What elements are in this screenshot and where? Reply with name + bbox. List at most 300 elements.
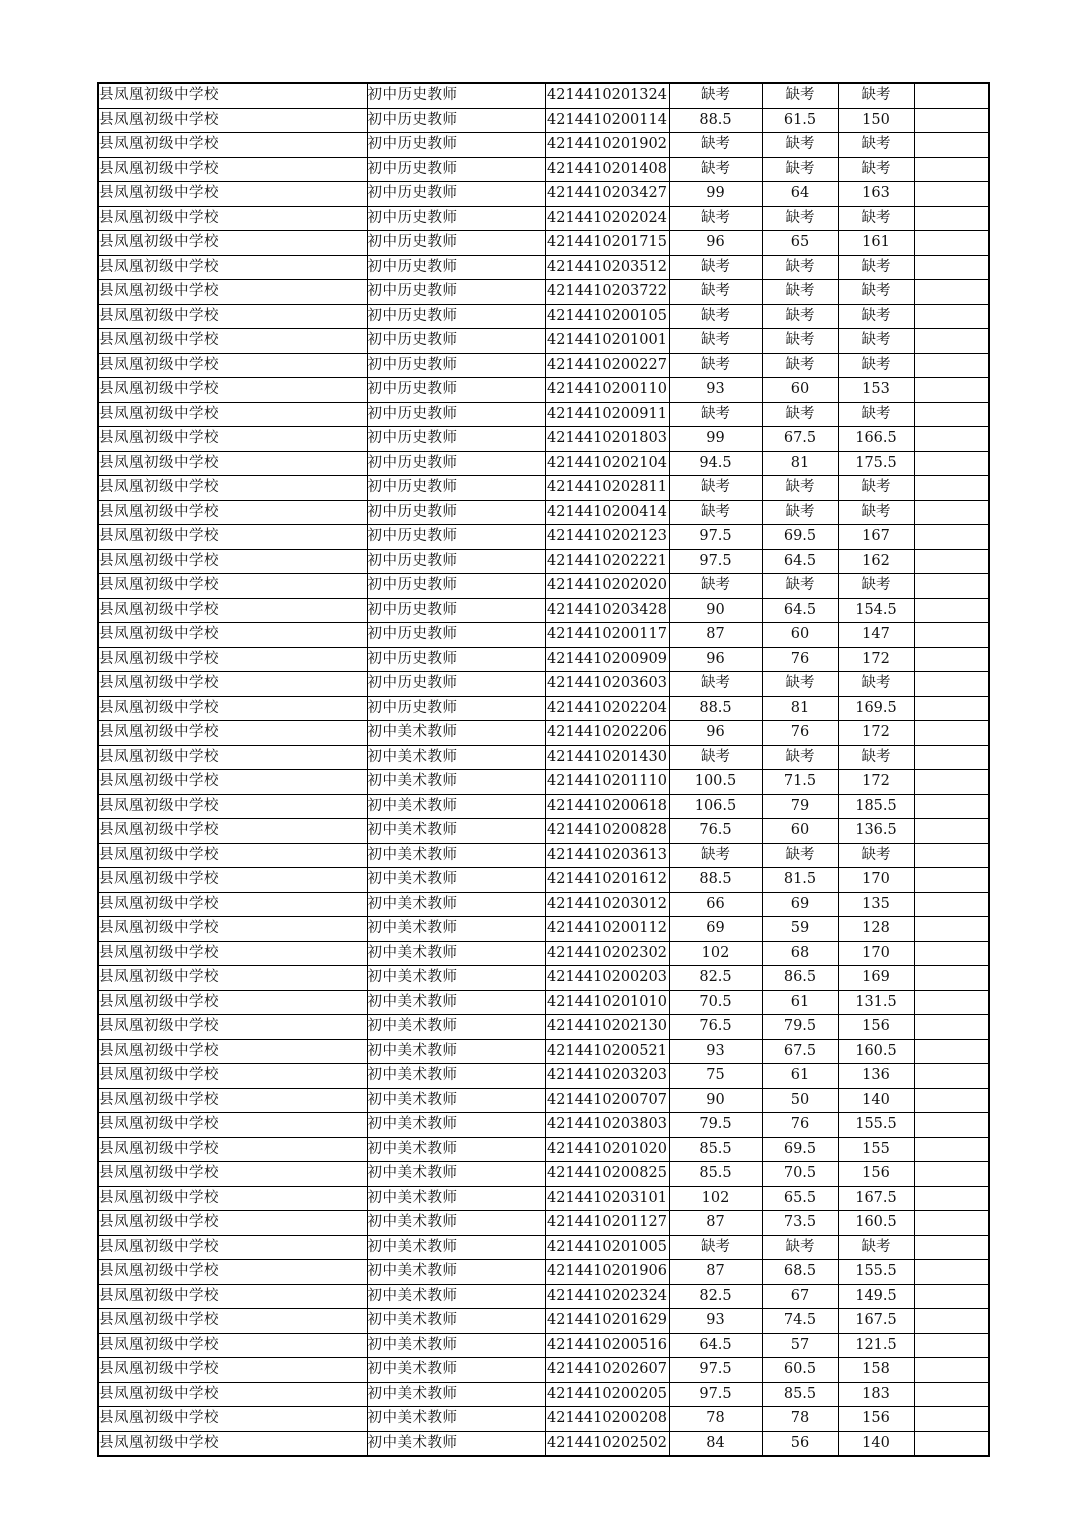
written-score-cell: 90: [669, 598, 762, 623]
exam-id-cell: 4214410202302: [545, 941, 669, 966]
interview-score-cell: 缺考: [762, 500, 838, 525]
table-row: [98, 1358, 989, 1383]
school-cell: 县凤凰初级中学校: [98, 770, 367, 795]
table-row: [98, 451, 989, 476]
position-cell: 初中美术教师: [367, 770, 545, 795]
school-cell: 县凤凰初级中学校: [98, 1235, 367, 1260]
table-row: [98, 402, 989, 427]
written-score-cell: 82.5: [669, 966, 762, 991]
position-cell: 初中历史教师: [367, 598, 545, 623]
school-cell: 县凤凰初级中学校: [98, 1358, 367, 1383]
total-score-cell: 147: [838, 623, 914, 648]
written-score-cell: 缺考: [669, 574, 762, 599]
written-score-cell: 76.5: [669, 819, 762, 844]
table-row: [98, 1284, 989, 1309]
school-cell: 县凤凰初级中学校: [98, 1407, 367, 1432]
position-cell: 初中美术教师: [367, 941, 545, 966]
position-cell: 初中美术教师: [367, 843, 545, 868]
remark-cell: [914, 1284, 989, 1309]
position-cell: 初中历史教师: [367, 574, 545, 599]
written-score-cell: 缺考: [669, 133, 762, 158]
position-cell: 初中历史教师: [367, 108, 545, 133]
school-cell: 县凤凰初级中学校: [98, 843, 367, 868]
written-score-cell: 90: [669, 1088, 762, 1113]
position-cell: 初中美术教师: [367, 1260, 545, 1285]
written-score-cell: 缺考: [669, 206, 762, 231]
interview-score-cell: 61.5: [762, 108, 838, 133]
remark-cell: [914, 1358, 989, 1383]
interview-score-cell: 71.5: [762, 770, 838, 795]
remark-cell: [914, 917, 989, 942]
remark-cell: [914, 770, 989, 795]
position-cell: 初中美术教师: [367, 1309, 545, 1334]
interview-score-cell: 59: [762, 917, 838, 942]
written-score-cell: 100.5: [669, 770, 762, 795]
total-score-cell: 185.5: [838, 794, 914, 819]
remark-cell: [914, 1162, 989, 1187]
interview-score-cell: 86.5: [762, 966, 838, 991]
total-score-cell: 缺考: [838, 255, 914, 280]
position-cell: 初中美术教师: [367, 1358, 545, 1383]
table-row: [98, 476, 989, 501]
written-score-cell: 97.5: [669, 1358, 762, 1383]
total-score-cell: 167.5: [838, 1186, 914, 1211]
table-row: [98, 623, 989, 648]
position-cell: 初中历史教师: [367, 329, 545, 354]
school-cell: 县凤凰初级中学校: [98, 1431, 367, 1456]
written-score-cell: 88.5: [669, 696, 762, 721]
interview-score-cell: 69.5: [762, 1137, 838, 1162]
remark-cell: [914, 83, 989, 108]
written-score-cell: 76.5: [669, 1015, 762, 1040]
interview-score-cell: 67.5: [762, 427, 838, 452]
total-score-cell: 183: [838, 1382, 914, 1407]
table-row: [98, 304, 989, 329]
school-cell: 县凤凰初级中学校: [98, 133, 367, 158]
table-row: [98, 1064, 989, 1089]
table-row: [98, 329, 989, 354]
exam-id-cell: 4214410200911: [545, 402, 669, 427]
position-cell: 初中历史教师: [367, 500, 545, 525]
exam-id-cell: 4214410200909: [545, 647, 669, 672]
written-score-cell: 缺考: [669, 280, 762, 305]
written-score-cell: 缺考: [669, 255, 762, 280]
total-score-cell: 121.5: [838, 1333, 914, 1358]
written-score-cell: 缺考: [669, 476, 762, 501]
school-cell: 县凤凰初级中学校: [98, 941, 367, 966]
table-row: [98, 378, 989, 403]
exam-id-cell: 4214410201715: [545, 231, 669, 256]
school-cell: 县凤凰初级中学校: [98, 525, 367, 550]
remark-cell: [914, 525, 989, 550]
exam-id-cell: 4214410200618: [545, 794, 669, 819]
position-cell: 初中美术教师: [367, 819, 545, 844]
interview-score-cell: 缺考: [762, 476, 838, 501]
remark-cell: [914, 966, 989, 991]
school-cell: 县凤凰初级中学校: [98, 255, 367, 280]
exam-id-cell: 4214410201612: [545, 868, 669, 893]
exam-id-cell: 4214410203512: [545, 255, 669, 280]
written-score-cell: 缺考: [669, 304, 762, 329]
position-cell: 初中美术教师: [367, 868, 545, 893]
total-score-cell: 170: [838, 941, 914, 966]
table-row: [98, 1137, 989, 1162]
table-row: [98, 231, 989, 256]
position-cell: 初中历史教师: [367, 549, 545, 574]
school-cell: 县凤凰初级中学校: [98, 353, 367, 378]
position-cell: 初中美术教师: [367, 1039, 545, 1064]
written-score-cell: 缺考: [669, 329, 762, 354]
school-cell: 县凤凰初级中学校: [98, 745, 367, 770]
school-cell: 县凤凰初级中学校: [98, 206, 367, 231]
exam-id-cell: 4214410202024: [545, 206, 669, 231]
remark-cell: [914, 1431, 989, 1456]
total-score-cell: 缺考: [838, 843, 914, 868]
position-cell: 初中美术教师: [367, 990, 545, 1015]
total-score-cell: 153: [838, 378, 914, 403]
position-cell: 初中美术教师: [367, 1211, 545, 1236]
interview-score-cell: 缺考: [762, 157, 838, 182]
remark-cell: [914, 1186, 989, 1211]
written-score-cell: 66: [669, 892, 762, 917]
written-score-cell: 99: [669, 427, 762, 452]
table-row: [98, 1431, 989, 1456]
school-cell: 县凤凰初级中学校: [98, 1186, 367, 1211]
exam-id-cell: 4214410201010: [545, 990, 669, 1015]
written-score-cell: 88.5: [669, 108, 762, 133]
interview-score-cell: 缺考: [762, 745, 838, 770]
table-row: [98, 525, 989, 550]
remark-cell: [914, 672, 989, 697]
position-cell: 初中美术教师: [367, 892, 545, 917]
interview-score-cell: 缺考: [762, 83, 838, 108]
school-cell: 县凤凰初级中学校: [98, 1260, 367, 1285]
remark-cell: [914, 549, 989, 574]
remark-cell: [914, 941, 989, 966]
remark-cell: [914, 108, 989, 133]
interview-score-cell: 76: [762, 647, 838, 672]
remark-cell: [914, 647, 989, 672]
interview-score-cell: 81: [762, 451, 838, 476]
exam-id-cell: 4214410202020: [545, 574, 669, 599]
exam-id-cell: 4214410200825: [545, 1162, 669, 1187]
school-cell: 县凤凰初级中学校: [98, 1113, 367, 1138]
exam-id-cell: 4214410200208: [545, 1407, 669, 1432]
table-row: [98, 721, 989, 746]
exam-id-cell: 4214410203203: [545, 1064, 669, 1089]
position-cell: 初中历史教师: [367, 476, 545, 501]
total-score-cell: 136: [838, 1064, 914, 1089]
exam-id-cell: 4214410203722: [545, 280, 669, 305]
position-cell: 初中美术教师: [367, 1431, 545, 1456]
remark-cell: [914, 402, 989, 427]
total-score-cell: 131.5: [838, 990, 914, 1015]
total-score-cell: 175.5: [838, 451, 914, 476]
table-row: [98, 917, 989, 942]
written-score-cell: 97.5: [669, 1382, 762, 1407]
position-cell: 初中历史教师: [367, 133, 545, 158]
remark-cell: [914, 843, 989, 868]
total-score-cell: 155.5: [838, 1113, 914, 1138]
exam-id-cell: 4214410202123: [545, 525, 669, 550]
school-cell: 县凤凰初级中学校: [98, 182, 367, 207]
interview-score-cell: 缺考: [762, 672, 838, 697]
total-score-cell: 缺考: [838, 206, 914, 231]
written-score-cell: 93: [669, 1039, 762, 1064]
interview-score-cell: 85.5: [762, 1382, 838, 1407]
interview-score-cell: 缺考: [762, 843, 838, 868]
school-cell: 县凤凰初级中学校: [98, 966, 367, 991]
total-score-cell: 166.5: [838, 427, 914, 452]
exam-id-cell: 4214410200707: [545, 1088, 669, 1113]
written-score-cell: 79.5: [669, 1113, 762, 1138]
total-score-cell: 172: [838, 770, 914, 795]
school-cell: 县凤凰初级中学校: [98, 868, 367, 893]
school-cell: 县凤凰初级中学校: [98, 1211, 367, 1236]
interview-score-cell: 76: [762, 1113, 838, 1138]
exam-id-cell: 4214410201430: [545, 745, 669, 770]
remark-cell: [914, 378, 989, 403]
position-cell: 初中美术教师: [367, 1064, 545, 1089]
written-score-cell: 84: [669, 1431, 762, 1456]
written-score-cell: 96: [669, 647, 762, 672]
exam-id-cell: 4214410202502: [545, 1431, 669, 1456]
written-score-cell: 97.5: [669, 549, 762, 574]
remark-cell: [914, 794, 989, 819]
interview-score-cell: 56: [762, 1431, 838, 1456]
exam-id-cell: 4214410201001: [545, 329, 669, 354]
school-cell: 县凤凰初级中学校: [98, 574, 367, 599]
remark-cell: [914, 255, 989, 280]
total-score-cell: 170: [838, 868, 914, 893]
remark-cell: [914, 868, 989, 893]
written-score-cell: 缺考: [669, 353, 762, 378]
written-score-cell: 93: [669, 1309, 762, 1334]
total-score-cell: 136.5: [838, 819, 914, 844]
position-cell: 初中历史教师: [367, 647, 545, 672]
remark-cell: [914, 451, 989, 476]
exam-id-cell: 4214410203012: [545, 892, 669, 917]
total-score-cell: 缺考: [838, 402, 914, 427]
school-cell: 县凤凰初级中学校: [98, 696, 367, 721]
school-cell: 县凤凰初级中学校: [98, 476, 367, 501]
school-cell: 县凤凰初级中学校: [98, 1333, 367, 1358]
total-score-cell: 156: [838, 1407, 914, 1432]
total-score-cell: 169.5: [838, 696, 914, 721]
exam-id-cell: 4214410202130: [545, 1015, 669, 1040]
table-row: [98, 1186, 989, 1211]
position-cell: 初中历史教师: [367, 231, 545, 256]
written-score-cell: 88.5: [669, 868, 762, 893]
exam-id-cell: 4214410201902: [545, 133, 669, 158]
written-score-cell: 87: [669, 1260, 762, 1285]
position-cell: 初中历史教师: [367, 623, 545, 648]
written-score-cell: 97.5: [669, 525, 762, 550]
exam-id-cell: 4214410201629: [545, 1309, 669, 1334]
school-cell: 县凤凰初级中学校: [98, 1039, 367, 1064]
position-cell: 初中美术教师: [367, 1162, 545, 1187]
school-cell: 县凤凰初级中学校: [98, 280, 367, 305]
table-row: [98, 1260, 989, 1285]
written-score-cell: 缺考: [669, 157, 762, 182]
position-cell: 初中历史教师: [367, 525, 545, 550]
interview-score-cell: 69.5: [762, 525, 838, 550]
table-row: [98, 353, 989, 378]
position-cell: 初中美术教师: [367, 1137, 545, 1162]
remark-cell: [914, 1407, 989, 1432]
table-row: [98, 941, 989, 966]
written-score-cell: 87: [669, 623, 762, 648]
interview-score-cell: 缺考: [762, 329, 838, 354]
position-cell: 初中美术教师: [367, 1235, 545, 1260]
position-cell: 初中历史教师: [367, 255, 545, 280]
remark-cell: [914, 574, 989, 599]
table-row: [98, 1162, 989, 1187]
total-score-cell: 160.5: [838, 1211, 914, 1236]
interview-score-cell: 68: [762, 941, 838, 966]
exam-id-cell: 4214410200521: [545, 1039, 669, 1064]
written-score-cell: 106.5: [669, 794, 762, 819]
written-score-cell: 69: [669, 917, 762, 942]
total-score-cell: 161: [838, 231, 914, 256]
written-score-cell: 缺考: [669, 745, 762, 770]
total-score-cell: 缺考: [838, 280, 914, 305]
remark-cell: [914, 892, 989, 917]
table-row: [98, 966, 989, 991]
written-score-cell: 78: [669, 1407, 762, 1432]
interview-score-cell: 缺考: [762, 255, 838, 280]
school-cell: 县凤凰初级中学校: [98, 647, 367, 672]
exam-id-cell: 4214410200414: [545, 500, 669, 525]
written-score-cell: 缺考: [669, 843, 762, 868]
remark-cell: [914, 304, 989, 329]
remark-cell: [914, 133, 989, 158]
written-score-cell: 85.5: [669, 1137, 762, 1162]
interview-score-cell: 缺考: [762, 280, 838, 305]
school-cell: 县凤凰初级中学校: [98, 819, 367, 844]
remark-cell: [914, 231, 989, 256]
school-cell: 县凤凰初级中学校: [98, 672, 367, 697]
table-row: [98, 990, 989, 1015]
exam-id-cell: 4214410202607: [545, 1358, 669, 1383]
written-score-cell: 102: [669, 941, 762, 966]
written-score-cell: 82.5: [669, 1284, 762, 1309]
remark-cell: [914, 1260, 989, 1285]
total-score-cell: 172: [838, 721, 914, 746]
exam-id-cell: 4214410203613: [545, 843, 669, 868]
interview-score-cell: 缺考: [762, 206, 838, 231]
interview-score-cell: 60: [762, 623, 838, 648]
interview-score-cell: 缺考: [762, 574, 838, 599]
total-score-cell: 167.5: [838, 1309, 914, 1334]
remark-cell: [914, 157, 989, 182]
remark-cell: [914, 1309, 989, 1334]
school-cell: 县凤凰初级中学校: [98, 157, 367, 182]
remark-cell: [914, 182, 989, 207]
school-cell: 县凤凰初级中学校: [98, 451, 367, 476]
total-score-cell: 172: [838, 647, 914, 672]
position-cell: 初中历史教师: [367, 451, 545, 476]
table-row: [98, 83, 989, 108]
school-cell: 县凤凰初级中学校: [98, 917, 367, 942]
total-score-cell: 160.5: [838, 1039, 914, 1064]
total-score-cell: 缺考: [838, 672, 914, 697]
interview-score-cell: 60: [762, 378, 838, 403]
interview-score-cell: 65: [762, 231, 838, 256]
exam-id-cell: 4214410200114: [545, 108, 669, 133]
school-cell: 县凤凰初级中学校: [98, 598, 367, 623]
total-score-cell: 缺考: [838, 304, 914, 329]
exam-id-cell: 4214410201110: [545, 770, 669, 795]
written-score-cell: 96: [669, 721, 762, 746]
interview-score-cell: 67.5: [762, 1039, 838, 1064]
table-row: [98, 819, 989, 844]
school-cell: 县凤凰初级中学校: [98, 1309, 367, 1334]
total-score-cell: 缺考: [838, 500, 914, 525]
interview-score-cell: 67: [762, 1284, 838, 1309]
remark-cell: [914, 1064, 989, 1089]
position-cell: 初中美术教师: [367, 1284, 545, 1309]
interview-score-cell: 缺考: [762, 402, 838, 427]
remark-cell: [914, 721, 989, 746]
exam-id-cell: 4214410200110: [545, 378, 669, 403]
table-row: [98, 843, 989, 868]
school-cell: 县凤凰初级中学校: [98, 1015, 367, 1040]
exam-id-cell: 4214410201005: [545, 1235, 669, 1260]
interview-score-cell: 57: [762, 1333, 838, 1358]
total-score-cell: 156: [838, 1015, 914, 1040]
position-cell: 初中美术教师: [367, 794, 545, 819]
school-cell: 县凤凰初级中学校: [98, 427, 367, 452]
total-score-cell: 150: [838, 108, 914, 133]
total-score-cell: 缺考: [838, 133, 914, 158]
remark-cell: [914, 1211, 989, 1236]
position-cell: 初中历史教师: [367, 672, 545, 697]
written-score-cell: 缺考: [669, 1235, 762, 1260]
total-score-cell: 149.5: [838, 1284, 914, 1309]
interview-score-cell: 缺考: [762, 1235, 838, 1260]
position-cell: 初中美术教师: [367, 1088, 545, 1113]
total-score-cell: 缺考: [838, 476, 914, 501]
position-cell: 初中美术教师: [367, 917, 545, 942]
position-cell: 初中历史教师: [367, 696, 545, 721]
table-row: [98, 696, 989, 721]
school-cell: 县凤凰初级中学校: [98, 83, 367, 108]
position-cell: 初中美术教师: [367, 745, 545, 770]
written-score-cell: 87: [669, 1211, 762, 1236]
exam-id-cell: 4214410200205: [545, 1382, 669, 1407]
school-cell: 县凤凰初级中学校: [98, 1284, 367, 1309]
position-cell: 初中美术教师: [367, 1015, 545, 1040]
remark-cell: [914, 1113, 989, 1138]
table-row: [98, 1088, 989, 1113]
table-row: [98, 892, 989, 917]
school-cell: 县凤凰初级中学校: [98, 304, 367, 329]
interview-score-cell: 缺考: [762, 304, 838, 329]
interview-score-cell: 74.5: [762, 1309, 838, 1334]
total-score-cell: 缺考: [838, 83, 914, 108]
interview-score-cell: 79.5: [762, 1015, 838, 1040]
interview-score-cell: 缺考: [762, 133, 838, 158]
interview-score-cell: 64: [762, 182, 838, 207]
written-score-cell: 70.5: [669, 990, 762, 1015]
total-score-cell: 156: [838, 1162, 914, 1187]
position-cell: 初中历史教师: [367, 353, 545, 378]
remark-cell: [914, 280, 989, 305]
school-cell: 县凤凰初级中学校: [98, 1064, 367, 1089]
written-score-cell: 93: [669, 378, 762, 403]
total-score-cell: 140: [838, 1431, 914, 1456]
